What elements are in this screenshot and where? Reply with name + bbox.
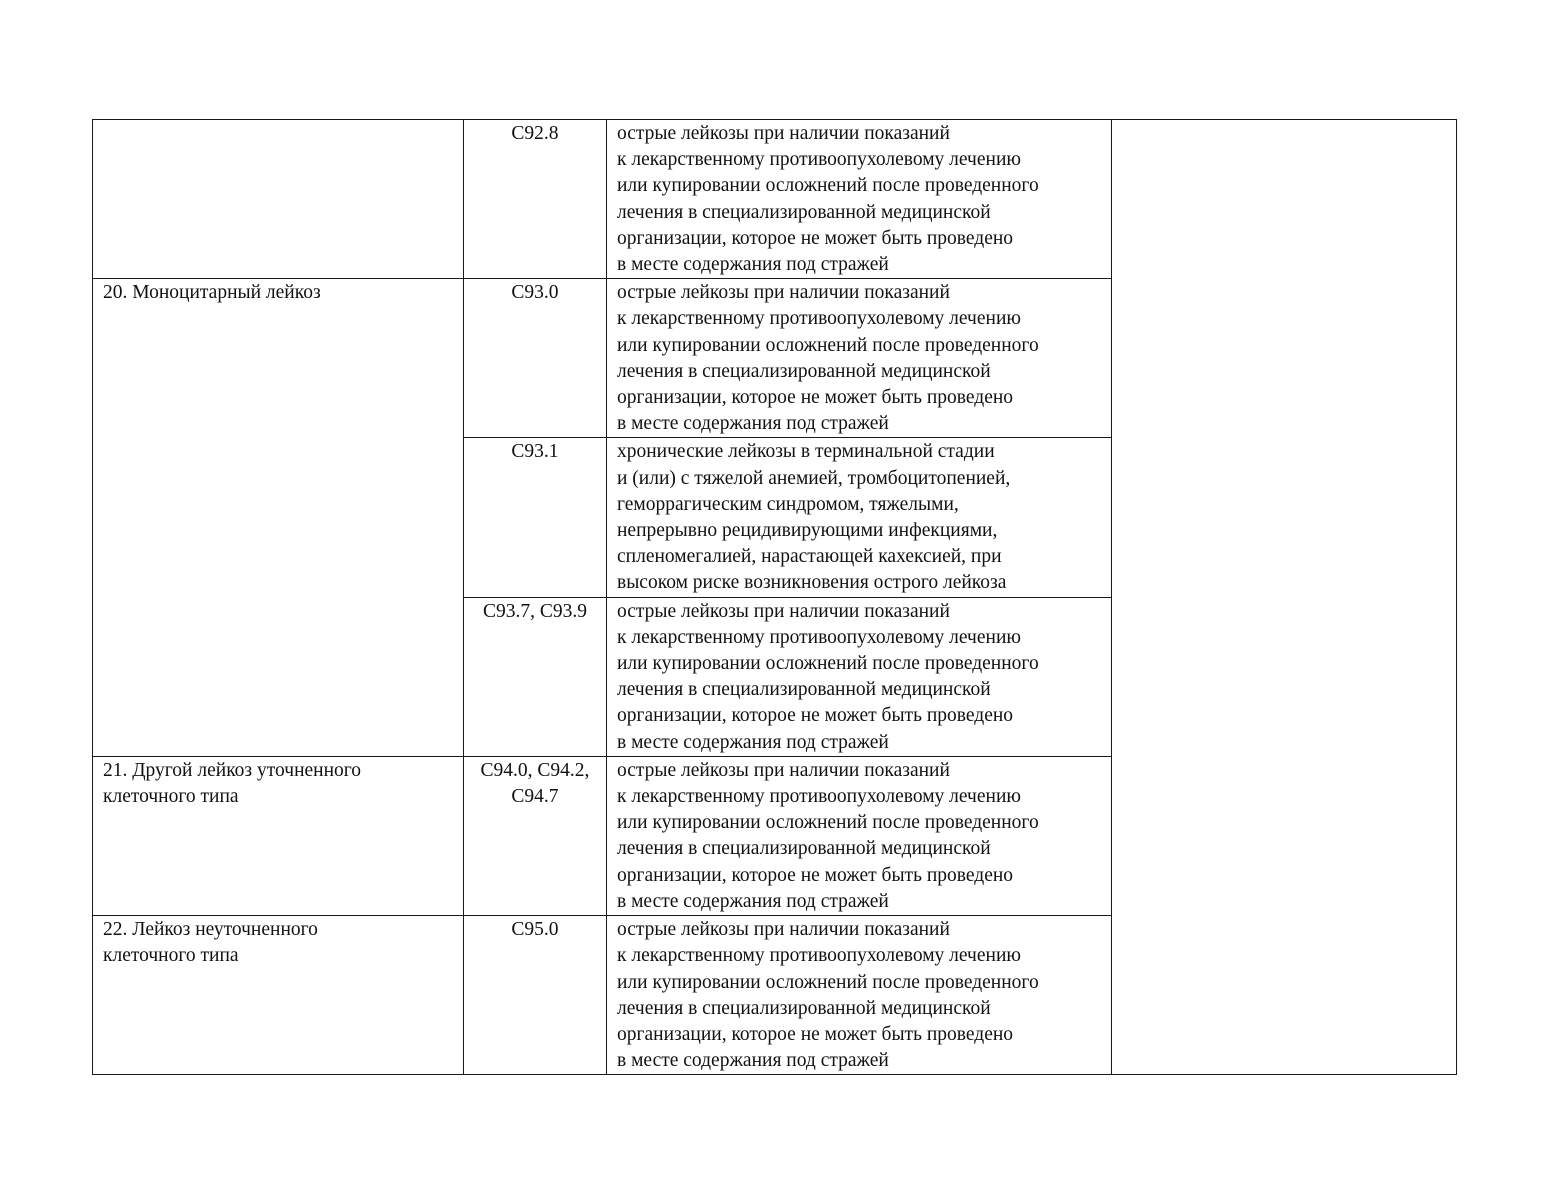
text-line: острые лейкозы при наличии показаний — [617, 600, 950, 622]
text-line: острые лейкозы при наличии показаний — [617, 282, 950, 304]
text-line: острые лейкозы при наличии показаний — [617, 919, 950, 941]
text-line: непрерывно рецидивирующими инфекциями, — [617, 520, 998, 542]
text-line: или купировании осложнений после проведенного — [617, 175, 1039, 197]
text-line: к лекарственному противоопухолевому лечению — [617, 786, 1021, 808]
disease-name-cell — [93, 279, 464, 757]
text-line: C93.7, C93.9 — [482, 600, 587, 622]
text-line: в месте содержания под стражей — [617, 413, 889, 435]
indication-cell — [607, 916, 1112, 1075]
text-line: лечения в специализированной медицинской — [617, 360, 991, 382]
text-line: к лекарственному противоопухолевому лечению — [617, 149, 1021, 171]
text-line: и (или) с тяжелой анемией, тромбоцитопенией, — [617, 467, 1011, 489]
text-line: организации, которое не может быть проведено — [617, 387, 1014, 409]
text-line: к лекарственному противоопухолевому лечению — [617, 945, 1021, 967]
text-line: 21. Другой лейкоз уточненного — [103, 759, 362, 781]
indication-cell — [607, 120, 1112, 279]
text-line: или купировании осложнений после проведенного — [617, 653, 1039, 675]
text-line: лечения в специализированной медицинской — [617, 201, 991, 223]
icd-code-cell — [464, 279, 607, 438]
text-line: или купировании осложнений после проведенного — [617, 334, 1039, 356]
document-table — [92, 119, 1457, 1075]
indication-cell — [607, 597, 1112, 756]
text-line: C94.7 — [511, 786, 559, 808]
text-line: или купировании осложнений после проведенного — [617, 812, 1039, 834]
disease-name-cell — [93, 756, 464, 915]
text-line: лечения в специализированной медицинской — [617, 838, 991, 860]
text-line: клеточного типа — [103, 786, 239, 808]
text-line: в месте содержания под стражей — [617, 254, 889, 276]
text-line: острые лейкозы при наличии показаний — [617, 759, 950, 781]
text-line: лечения в специализированной медицинской — [617, 679, 991, 701]
text-line: лечения в специализированной медицинской — [617, 997, 991, 1019]
table-row — [93, 120, 1457, 279]
indication-cell — [607, 438, 1112, 597]
icd-code-cell — [464, 597, 607, 756]
text-line: C93.0 — [511, 282, 559, 304]
text-line: организации, которое не может быть проведено — [617, 227, 1014, 249]
text-line: C92.8 — [511, 123, 559, 144]
text-line: 20. Моноцитарный лейкоз — [103, 282, 321, 304]
text-line: острые лейкозы при наличии показаний — [617, 123, 950, 144]
disease-name-cell — [93, 120, 464, 279]
icd-code-cell — [464, 438, 607, 597]
text-line: C94.0, C94.2, — [480, 759, 590, 781]
text-line: высоком риске возникновения острого лейкоза — [617, 572, 1007, 594]
icd-code-cell — [464, 120, 607, 279]
text-line: геморрагическим синдромом, тяжелыми, — [617, 493, 959, 515]
text-line: C95.0 — [511, 919, 559, 941]
text-line: 22. Лейкоз неуточненного — [103, 919, 318, 941]
text-line: хронические лейкозы в терминальной стадии — [617, 441, 995, 463]
text-line: к лекарственному противоопухолевому лечению — [617, 626, 1021, 648]
text-line: к лекарственному противоопухолевому лечению — [617, 308, 1021, 330]
text-line: организации, которое не может быть проведено — [617, 705, 1014, 727]
text-line: C93.1 — [511, 441, 559, 463]
indication-cell — [607, 279, 1112, 438]
notes-cell — [1112, 120, 1457, 1075]
disease-name-cell — [93, 916, 464, 1075]
text-line: в месте содержания под стражей — [617, 890, 889, 912]
indication-cell — [607, 756, 1112, 915]
text-line: в месте содержания под стражей — [617, 731, 889, 753]
text-line: спленомегалией, нарастающей кахексией, при — [617, 546, 1002, 568]
icd-code-cell — [464, 756, 607, 915]
text-line: организации, которое не может быть проведено — [617, 1023, 1014, 1045]
text-line: в месте содержания под стражей — [617, 1050, 889, 1072]
text-line: или купировании осложнений после проведенного — [617, 971, 1039, 993]
icd-code-cell — [464, 916, 607, 1075]
text-line: клеточного типа — [103, 945, 239, 967]
text-line: организации, которое не может быть проведено — [617, 864, 1014, 886]
